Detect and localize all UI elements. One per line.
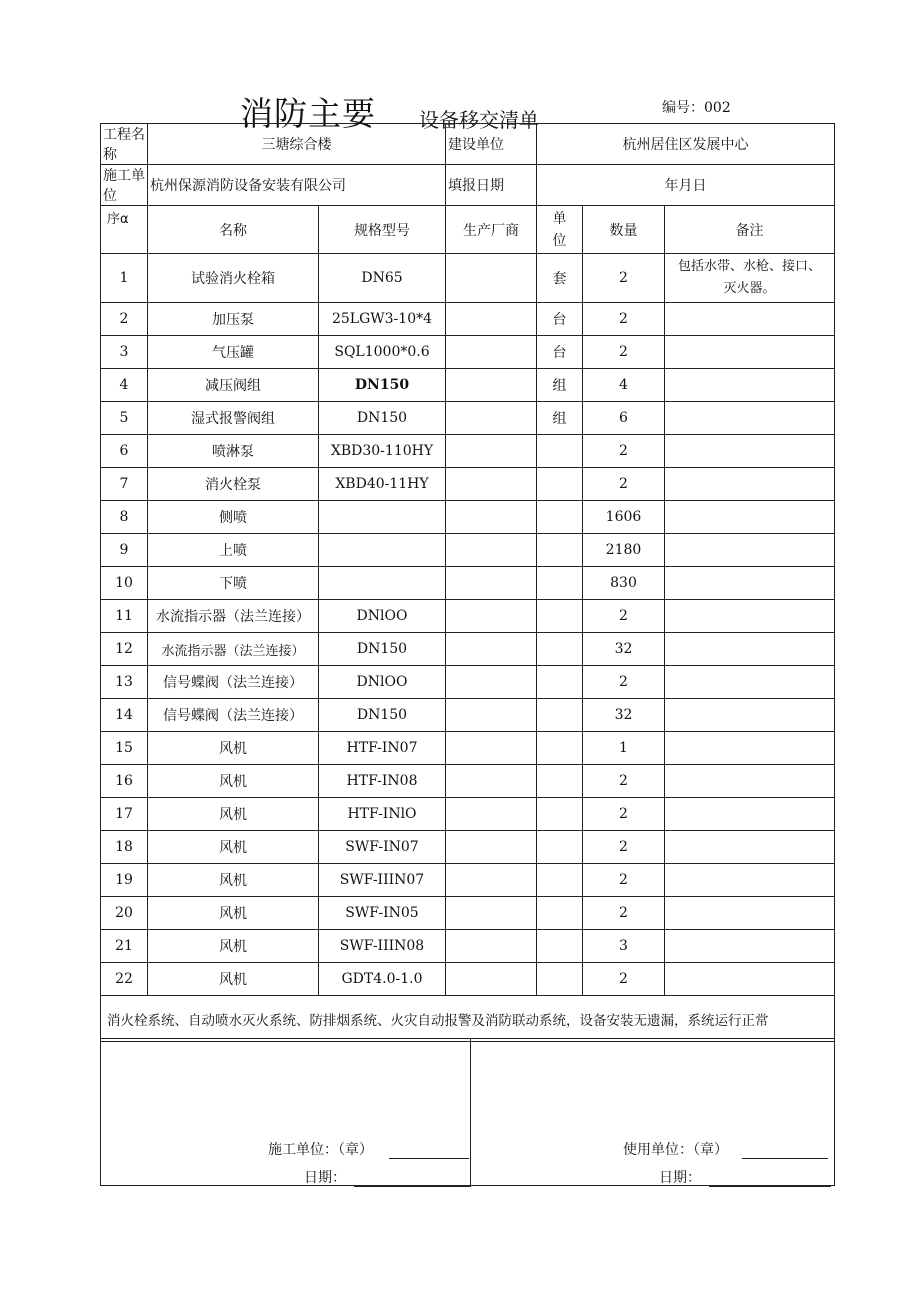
- cell-name: 减压阀组: [148, 369, 319, 402]
- user-seal-label: 使用单位：（章）: [623, 1142, 728, 1158]
- cell-qty: 830: [583, 567, 665, 600]
- cell-seq: 15: [101, 732, 148, 765]
- table-row: [101, 435, 835, 468]
- cell-seq: 16: [101, 765, 148, 798]
- table-row: [101, 633, 835, 666]
- document-title-sub: 设备移交清单: [419, 108, 539, 132]
- cell-unit: 台: [537, 336, 583, 369]
- cell-qty: 2: [583, 600, 665, 633]
- contractor-label: 施工单位: [101, 165, 148, 206]
- cell-remark: [665, 765, 835, 798]
- cell-maker: [446, 930, 537, 963]
- cell-remark: [665, 336, 835, 369]
- cell-seq: 7: [101, 468, 148, 501]
- cell-model: DNlOO: [319, 600, 446, 633]
- table-row: [101, 254, 835, 303]
- cell-model: HTF-IN08: [319, 765, 446, 798]
- cell-seq: 4: [101, 369, 148, 402]
- cell-unit: [537, 567, 583, 600]
- equipment-table: [100, 123, 835, 1042]
- cell-maker: [446, 534, 537, 567]
- cell-maker: [446, 567, 537, 600]
- owner-value: 杭州居住区发展中心: [537, 124, 835, 165]
- document-number: [662, 96, 731, 120]
- cell-remark: [665, 501, 835, 534]
- cell-seq: 21: [101, 930, 148, 963]
- cell-name: 消火栓泵: [148, 468, 319, 501]
- col-model-header: 规格型号: [319, 206, 446, 254]
- document-title-main: 消防主要: [240, 94, 376, 133]
- cell-model: SWF-IN07: [319, 831, 446, 864]
- cell-qty: 2: [583, 864, 665, 897]
- cell-model: 25LGW3-10*4: [319, 303, 446, 336]
- cell-maker: [446, 468, 537, 501]
- table-row: [101, 567, 835, 600]
- cell-model: [319, 534, 446, 567]
- cell-name: 信号蝶阀（法兰连接）: [148, 666, 319, 699]
- cell-maker: [446, 666, 537, 699]
- table-row: [101, 831, 835, 864]
- table-row: [101, 798, 835, 831]
- cell-model: XBD30-110HY: [319, 435, 446, 468]
- contractor-seal-blank[interactable]: [389, 1158, 469, 1159]
- col-unit-text-1: 单: [552, 210, 567, 227]
- cell-remark: [665, 732, 835, 765]
- contractor-seal-label: 施工单位：（章）: [268, 1142, 373, 1158]
- cell-maker: [446, 732, 537, 765]
- cell-model: DNlOO: [319, 666, 446, 699]
- cell-unit: [537, 897, 583, 930]
- cell-model: SWF-IIIN08: [319, 930, 446, 963]
- cell-model: HTF-INlO: [319, 798, 446, 831]
- cell-seq: 13: [101, 666, 148, 699]
- owner-label: 建设单位: [446, 124, 537, 165]
- cell-maker: [446, 254, 537, 303]
- cell-maker: [446, 765, 537, 798]
- table-row: [101, 666, 835, 699]
- cell-name: 下喷: [148, 567, 319, 600]
- cell-maker: [446, 369, 537, 402]
- cell-seq: 8: [101, 501, 148, 534]
- cell-seq: 22: [101, 963, 148, 996]
- table-row: [101, 369, 835, 402]
- cell-unit: 组: [537, 369, 583, 402]
- cell-seq: 2: [101, 303, 148, 336]
- contractor-seal-line: [268, 1139, 469, 1159]
- cell-qty: 6: [583, 402, 665, 435]
- date-value: 年月日: [537, 165, 835, 206]
- cell-model: DN150: [319, 402, 446, 435]
- cell-seq: 5: [101, 402, 148, 435]
- col-remark-header: 备注: [665, 206, 835, 254]
- cell-unit: [537, 501, 583, 534]
- table-row: [101, 402, 835, 435]
- column-header-row: [101, 206, 835, 254]
- cell-seq: 1: [101, 254, 148, 303]
- cell-maker: [446, 435, 537, 468]
- cell-model: [319, 501, 446, 534]
- cell-maker: [446, 600, 537, 633]
- cell-seq: 12: [101, 633, 148, 666]
- cell-qty: 32: [583, 633, 665, 666]
- cell-model: XBD40-11HY: [319, 468, 446, 501]
- cell-qty: 1606: [583, 501, 665, 534]
- cell-unit: [537, 435, 583, 468]
- table-row: [101, 534, 835, 567]
- document-number-value: 002: [704, 100, 731, 116]
- cell-remark: [665, 303, 835, 336]
- cell-remark: [665, 798, 835, 831]
- contractor-value: 杭州保源消防设备安装有限公司: [148, 165, 446, 206]
- cell-unit: [537, 864, 583, 897]
- cell-model: DN150: [319, 699, 446, 732]
- cell-model: DN150: [319, 633, 446, 666]
- date-label: 填报日期: [446, 165, 537, 206]
- table-row: [101, 732, 835, 765]
- document-number-label: 编号：: [662, 100, 704, 116]
- cell-maker: [446, 897, 537, 930]
- cell-seq: 20: [101, 897, 148, 930]
- cell-name: 风机: [148, 963, 319, 996]
- cell-qty: 3: [583, 930, 665, 963]
- cell-unit: [537, 666, 583, 699]
- cell-qty: 2: [583, 765, 665, 798]
- cell-name: 风机: [148, 765, 319, 798]
- cell-unit: [537, 600, 583, 633]
- cell-maker: [446, 336, 537, 369]
- cell-name: 风机: [148, 864, 319, 897]
- cell-qty: 2: [583, 666, 665, 699]
- cell-qty: 4: [583, 369, 665, 402]
- cell-model: GDT4.0-1.0: [319, 963, 446, 996]
- cell-remark: [665, 534, 835, 567]
- cell-name: 侧喷: [148, 501, 319, 534]
- cell-name: 风机: [148, 897, 319, 930]
- cell-remark: [665, 369, 835, 402]
- cell-maker: [446, 501, 537, 534]
- cell-unit: [537, 468, 583, 501]
- cell-unit: [537, 699, 583, 732]
- cell-maker: [446, 633, 537, 666]
- cell-unit: [537, 765, 583, 798]
- cell-name: 风机: [148, 732, 319, 765]
- cell-seq: 19: [101, 864, 148, 897]
- cell-remark: [665, 468, 835, 501]
- col-qty-header: 数量: [583, 206, 665, 254]
- cell-maker: [446, 831, 537, 864]
- cell-unit: [537, 963, 583, 996]
- cell-unit: [537, 831, 583, 864]
- cell-name: 风机: [148, 831, 319, 864]
- cell-name: 试验消火栓箱: [148, 254, 319, 303]
- cell-qty: 2: [583, 435, 665, 468]
- cell-model: SQL1000*0.6: [319, 336, 446, 369]
- col-maker-header: 生产厂商: [446, 206, 537, 254]
- cell-model: HTF-IN07: [319, 732, 446, 765]
- user-date-blank[interactable]: [709, 1186, 831, 1187]
- cell-unit: [537, 732, 583, 765]
- cell-qty: 2: [583, 963, 665, 996]
- contractor-date-label: 日期：: [304, 1170, 346, 1186]
- cell-unit: 套: [537, 254, 583, 303]
- col-name-header: 名称: [148, 206, 319, 254]
- cell-seq: 6: [101, 435, 148, 468]
- cell-name: 上喷: [148, 534, 319, 567]
- cell-name: 风机: [148, 798, 319, 831]
- cell-qty: 2180: [583, 534, 665, 567]
- table-row: [101, 303, 835, 336]
- cell-unit: [537, 930, 583, 963]
- cell-remark: [665, 402, 835, 435]
- info-row-contractor: [101, 165, 835, 206]
- project-value: 三塘综合楼: [148, 124, 446, 165]
- table-row: [101, 765, 835, 798]
- cell-seq: 14: [101, 699, 148, 732]
- cell-remark: [665, 699, 835, 732]
- cell-remark: [665, 435, 835, 468]
- cell-remark-line-1: 包括水带、水枪、接口、: [677, 259, 821, 274]
- cell-seq: 17: [101, 798, 148, 831]
- cell-qty: 2: [583, 798, 665, 831]
- cell-remark: [665, 633, 835, 666]
- col-unit-header: [537, 206, 583, 254]
- cell-name: 气压罐: [148, 336, 319, 369]
- table-row: [101, 699, 835, 732]
- contractor-date-line: [304, 1167, 471, 1187]
- cell-remark: [665, 930, 835, 963]
- cell-remark: [665, 831, 835, 864]
- cell-remark: [665, 864, 835, 897]
- cell-unit: [537, 798, 583, 831]
- table-row: [101, 930, 835, 963]
- cell-remark: [665, 666, 835, 699]
- cell-seq: 10: [101, 567, 148, 600]
- cell-remark: [665, 600, 835, 633]
- cell-maker: [446, 963, 537, 996]
- cell-name: 喷淋泵: [148, 435, 319, 468]
- table-row: [101, 501, 835, 534]
- cell-qty: 2: [583, 468, 665, 501]
- col-unit-text-2: 位: [552, 232, 567, 249]
- cell-name: 风机: [148, 930, 319, 963]
- cell-name: 湿式报警阀组: [148, 402, 319, 435]
- cell-remark: [665, 254, 835, 303]
- cell-qty: 2: [583, 831, 665, 864]
- cell-maker: [446, 402, 537, 435]
- cell-seq: 11: [101, 600, 148, 633]
- cell-qty: 1: [583, 732, 665, 765]
- cell-model: SWF-IN05: [319, 897, 446, 930]
- cell-model: SWF-IIIN07: [319, 864, 446, 897]
- summary-row: [101, 996, 835, 1042]
- cell-qty: 2: [583, 897, 665, 930]
- cell-unit: [537, 534, 583, 567]
- cell-model: DN150: [319, 369, 446, 402]
- signature-box-user: [470, 1038, 835, 1186]
- contractor-date-blank[interactable]: [354, 1186, 471, 1187]
- col-seq-header: [101, 206, 148, 254]
- cell-maker: [446, 864, 537, 897]
- cell-qty: 2: [583, 254, 665, 303]
- cell-remark-line-2: 灭火器。: [723, 281, 776, 296]
- table-row: [101, 864, 835, 897]
- cell-remark: [665, 897, 835, 930]
- cell-unit: [537, 633, 583, 666]
- cell-remark: [665, 963, 835, 996]
- cell-seq: 3: [101, 336, 148, 369]
- cell-qty: 2: [583, 303, 665, 336]
- user-seal-line: [623, 1139, 828, 1159]
- table-row: [101, 600, 835, 633]
- cell-model: DN65: [319, 254, 446, 303]
- table-row: [101, 963, 835, 996]
- cell-maker: [446, 798, 537, 831]
- cell-maker: [446, 303, 537, 336]
- cell-qty: 32: [583, 699, 665, 732]
- project-label: 工程名称: [101, 124, 148, 165]
- table-row: [101, 897, 835, 930]
- cell-name: 信号蝶阀（法兰连接）: [148, 699, 319, 732]
- user-seal-blank[interactable]: [742, 1158, 828, 1159]
- cell-unit: 台: [537, 303, 583, 336]
- user-date-label: 日期：: [659, 1170, 701, 1186]
- cell-unit: 组: [537, 402, 583, 435]
- table-row: [101, 336, 835, 369]
- cell-maker: [446, 699, 537, 732]
- col-seq-text: 序α: [107, 212, 129, 227]
- cell-seq: 9: [101, 534, 148, 567]
- summary-text: 消火栓系统、自动喷水灭火系统、防排烟系统、火灾自动报警及消防联动系统，设备安装无遗漏，系统运行正常: [101, 996, 835, 1042]
- table-row: [101, 468, 835, 501]
- cell-name: 加压泵: [148, 303, 319, 336]
- cell-name: 水流指示器（法兰连接）: [148, 633, 319, 666]
- user-date-line: [659, 1167, 831, 1187]
- cell-model: [319, 567, 446, 600]
- cell-seq: 18: [101, 831, 148, 864]
- cell-name: 水流指示器（法兰连接）: [148, 600, 319, 633]
- cell-qty: 2: [583, 336, 665, 369]
- signature-box-contractor: [100, 1038, 471, 1186]
- cell-remark: [665, 567, 835, 600]
- info-row-project: [101, 124, 835, 165]
